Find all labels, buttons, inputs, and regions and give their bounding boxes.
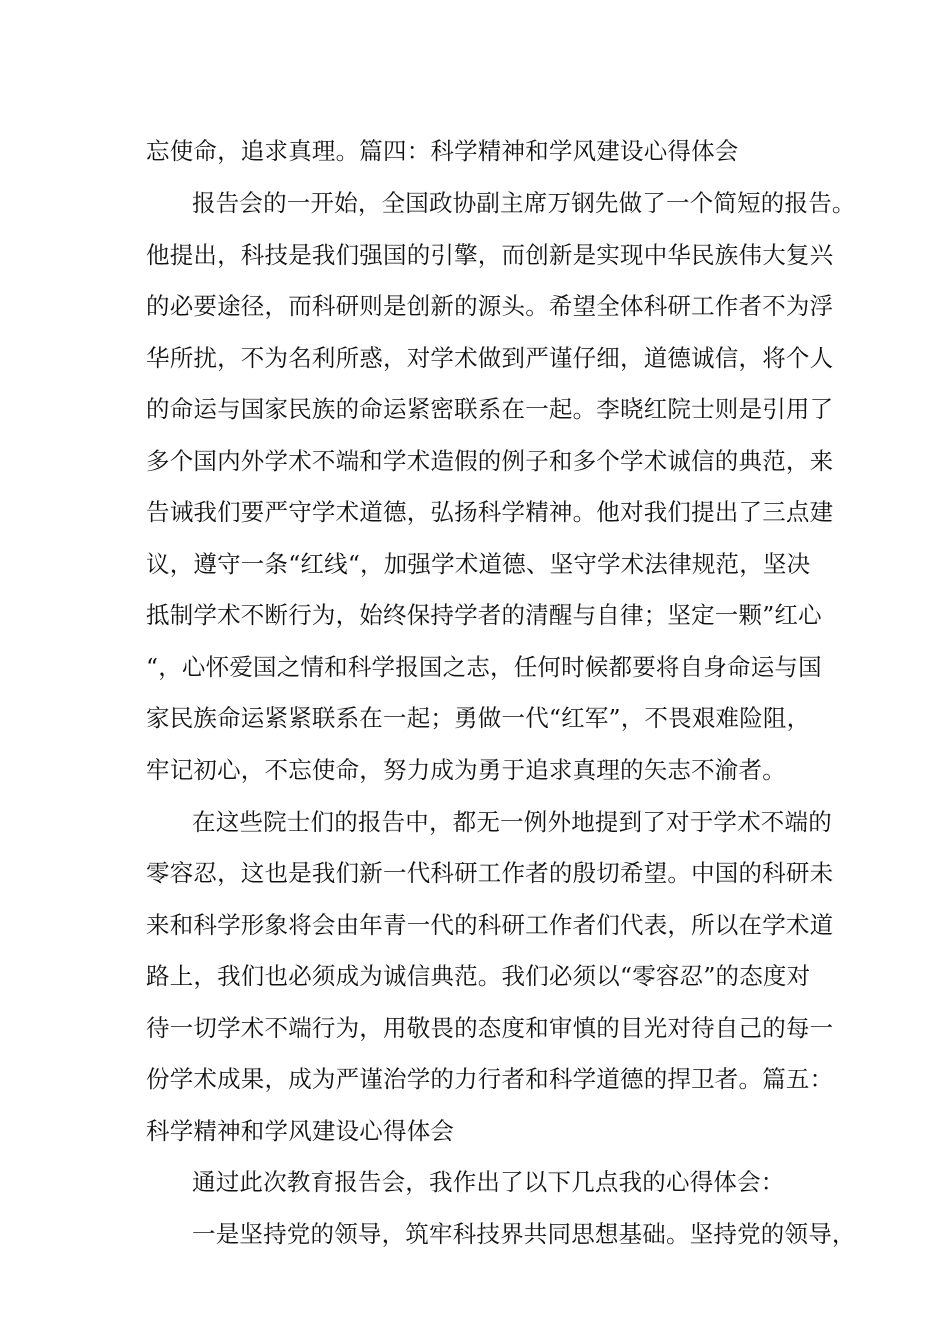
text-line: 家民族命运紧紧联系在一起；勇做一代“红军”，不畏艰难险阻， xyxy=(146,704,811,732)
text-line: 通过此次教育报告会，我作出了以下几点我的心得体会： xyxy=(192,1168,785,1196)
text-line: 忘使命，追求真理。篇四：科学精神和学风建设心得体会 xyxy=(146,137,739,165)
text-line: 报告会的一开始，全国政协副主席万钢先做了一个简短的报告。 xyxy=(192,189,856,217)
text-line: 科学精神和学风建设心得体会 xyxy=(146,1117,455,1145)
text-line: 多个国内外学术不端和学术造假的例子和多个学术诚信的典范，来 xyxy=(146,447,834,475)
text-line: 牢记初心，不忘使命，努力成为勇于追求真理的矢志不渝者。 xyxy=(146,756,786,784)
text-line: 华所扰，不为名利所惑，对学术做到严谨仔细，道德诚信，将个人 xyxy=(146,344,834,372)
text-line: 零容忍，这也是我们新一代科研工作者的殷切希望。中国的科研未 xyxy=(146,859,834,887)
text-line: 告诫我们要严守学术道德，弘扬科学精神。他对我们提出了三点建 xyxy=(146,498,834,526)
text-line: 份学术成果，成为严谨治学的力行者和科学道德的捍卫者。篇五： xyxy=(146,1065,834,1093)
text-line: 议，遵守一条“红线“，加强学术道德、坚守学术法律规范，坚决 xyxy=(146,550,811,578)
text-line: 待一切学术不端行为，用敬畏的态度和审慎的目光对待自己的每一 xyxy=(146,1014,834,1042)
text-line: 一是坚持党的领导，筑牢科技界共同思想基础。坚持党的领导， xyxy=(192,1220,856,1248)
text-line: 在这些院士们的报告中，都无一例外地提到了对于学术不端的 xyxy=(192,808,832,836)
text-line: 的命运与国家民族的命运紧密联系在一起。李晓红院士则是引用了 xyxy=(146,395,834,423)
text-line: 他提出，科技是我们强国的引擎，而创新是实现中华民族伟大复兴 xyxy=(146,241,834,269)
text-line: 来和科学形象将会由年青一代的科研工作者们代表，所以在学术道 xyxy=(146,911,834,939)
text-line: 的必要途径，而科研则是创新的源头。希望全体科研工作者不为浮 xyxy=(146,292,834,320)
text-line: 抵制学术不断行为，始终保持学者的清醒与自律；坚定一颗”红心 xyxy=(146,601,822,629)
text-line: “，心怀爱国之情和科学报国之志，任何时候都要将自身命运与国 xyxy=(146,653,822,681)
text-line: 路上，我们也必须成为诚信典范。我们必须以“零容忍”的态度对 xyxy=(146,962,811,990)
